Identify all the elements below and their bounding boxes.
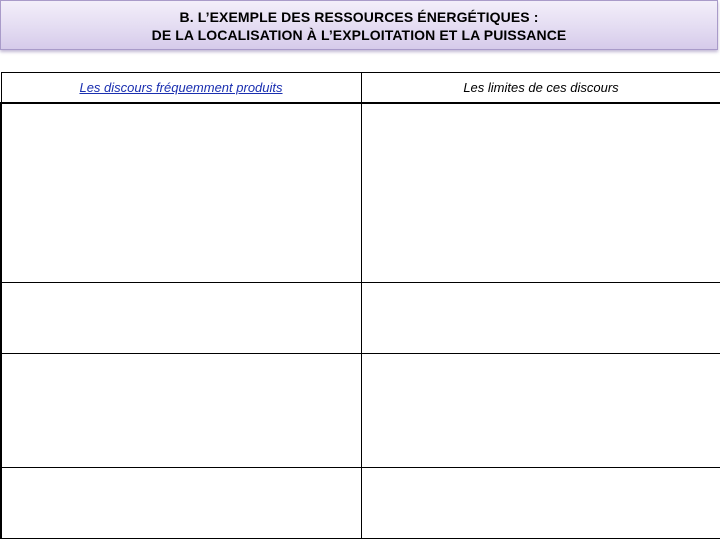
table-cell-limit[interactable]	[361, 354, 720, 468]
column-header-limits-label: Les limites de ces discours	[463, 80, 619, 95]
table-cell-discourse[interactable]	[1, 468, 361, 539]
table-cell-discourse[interactable]	[1, 283, 361, 354]
table-row	[1, 468, 720, 539]
table-cell-limit[interactable]	[361, 103, 720, 283]
discourse-table	[0, 72, 720, 539]
title-banner	[0, 0, 718, 50]
table-cell-limit[interactable]	[361, 283, 720, 354]
table-header-row	[1, 73, 720, 104]
table-row	[1, 283, 720, 354]
table-row	[1, 103, 720, 283]
table-cell-discourse[interactable]	[1, 354, 361, 468]
column-header-discourses	[1, 73, 361, 104]
discourse-table-wrapper	[0, 72, 720, 540]
table-row	[1, 354, 720, 468]
column-header-discourses-link[interactable]: Les discours fréquemment produits	[79, 80, 283, 95]
table-cell-limit[interactable]	[361, 468, 720, 539]
title-line-1: B. L’EXEMPLE DES RESSOURCES ÉNERGÉTIQUES :	[179, 9, 539, 25]
column-header-limits	[361, 73, 720, 104]
table-cell-discourse[interactable]	[1, 103, 361, 283]
title-line-2: DE LA LOCALISATION À L’EXPLOITATION ET LA PUISSANCE	[151, 27, 567, 43]
